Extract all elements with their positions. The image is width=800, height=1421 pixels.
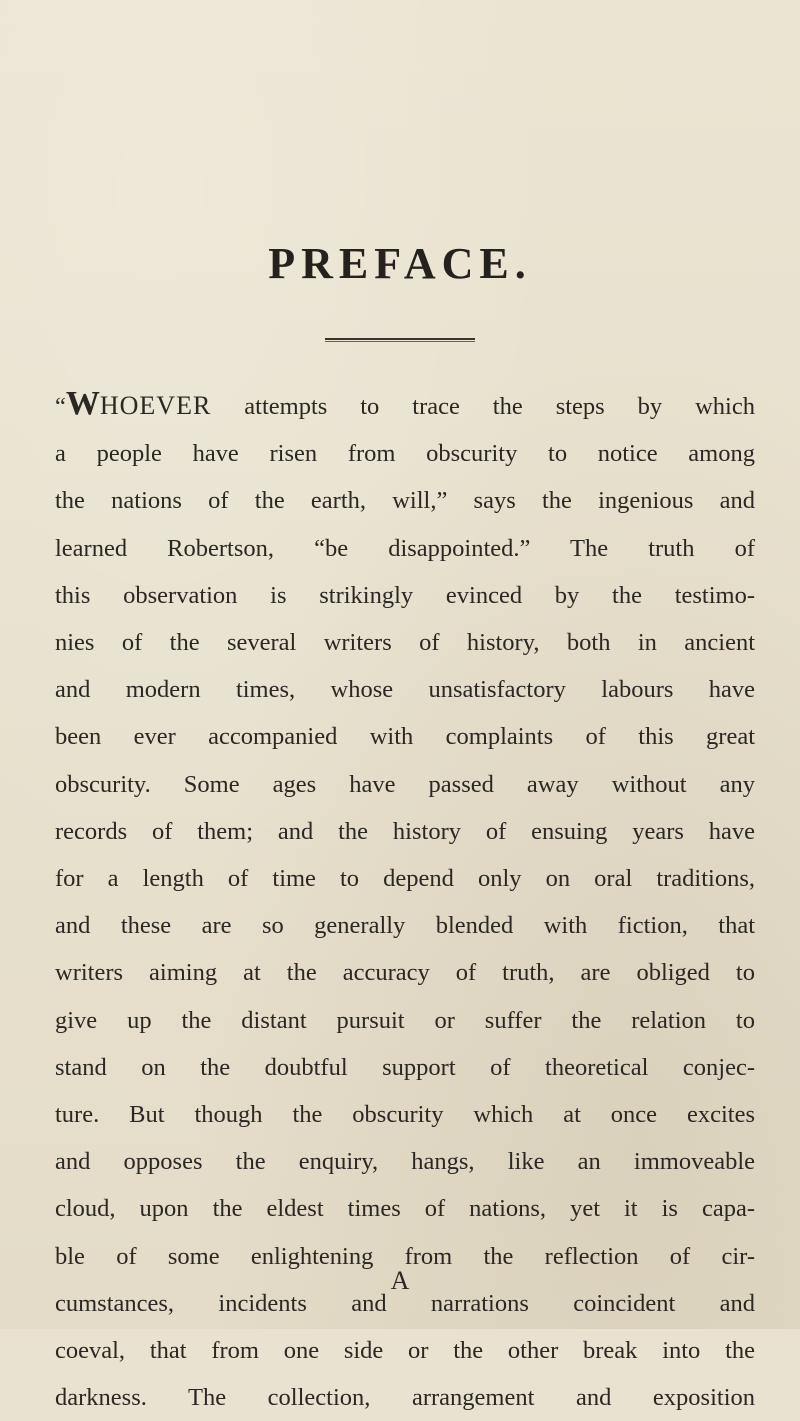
text-line: for a length of time to depend only on oral traditions,	[55, 865, 755, 893]
text-line: learned Robertson, “be disappointed.” The truth of	[55, 534, 755, 562]
small-caps-word: HOEVER	[99, 391, 212, 420]
text-line: darkness. The collection, arrangement and exposition	[55, 1384, 755, 1412]
text-line: nies of the several writers of history, both in ancient	[55, 629, 755, 657]
first-line-rest: attempts to trace the steps by which	[211, 393, 755, 420]
text-line: and modern times, whose unsatisfactory labours have	[55, 676, 755, 704]
text-line: ble of some enlightening from the reflection of cir-	[55, 1242, 755, 1270]
text-line: ture. But though the obscurity which at once excites	[55, 1101, 755, 1129]
text-line: cloud, upon the eldest times of nations, yet it is capa-	[55, 1195, 755, 1223]
text-line: stand on the doubtful support of theoretical conjec-	[55, 1053, 755, 1081]
text-line: the nations of the earth, will,” says the ingenious and	[55, 487, 755, 515]
text-line: coeval, that from one side or the other break into the	[55, 1337, 755, 1365]
preface-text	[55, 380, 755, 1421]
text-line: obscurity. Some ages have passed away without any	[55, 770, 755, 798]
title-rule-divider	[325, 338, 475, 342]
text-line: this observation is strikingly evinced by the testimo-	[55, 581, 755, 609]
text-line: and these are so generally blended with fiction, that	[55, 912, 755, 940]
open-quote: “	[55, 393, 66, 420]
text-line: give up the distant pursuit or suffer the relation to	[55, 1006, 755, 1034]
text-line: a people have risen from obscurity to notice among	[55, 440, 755, 468]
text-line: writers aiming at the accuracy of truth, are obliged to	[55, 959, 755, 987]
text-line: and opposes the enquiry, hangs, like an immoveable	[55, 1148, 755, 1176]
text-line: records of them; and the history of ensuing years have	[55, 817, 755, 845]
text-line-1	[55, 380, 755, 430]
text-line: been ever accompanied with complaints of this great	[55, 723, 755, 751]
text-line: cumstances, incidents and narrations coincident and	[55, 1289, 755, 1317]
drop-cap: W	[65, 385, 100, 422]
signature-mark: A	[390, 1266, 410, 1295]
page-title: PREFACE.	[268, 239, 532, 288]
